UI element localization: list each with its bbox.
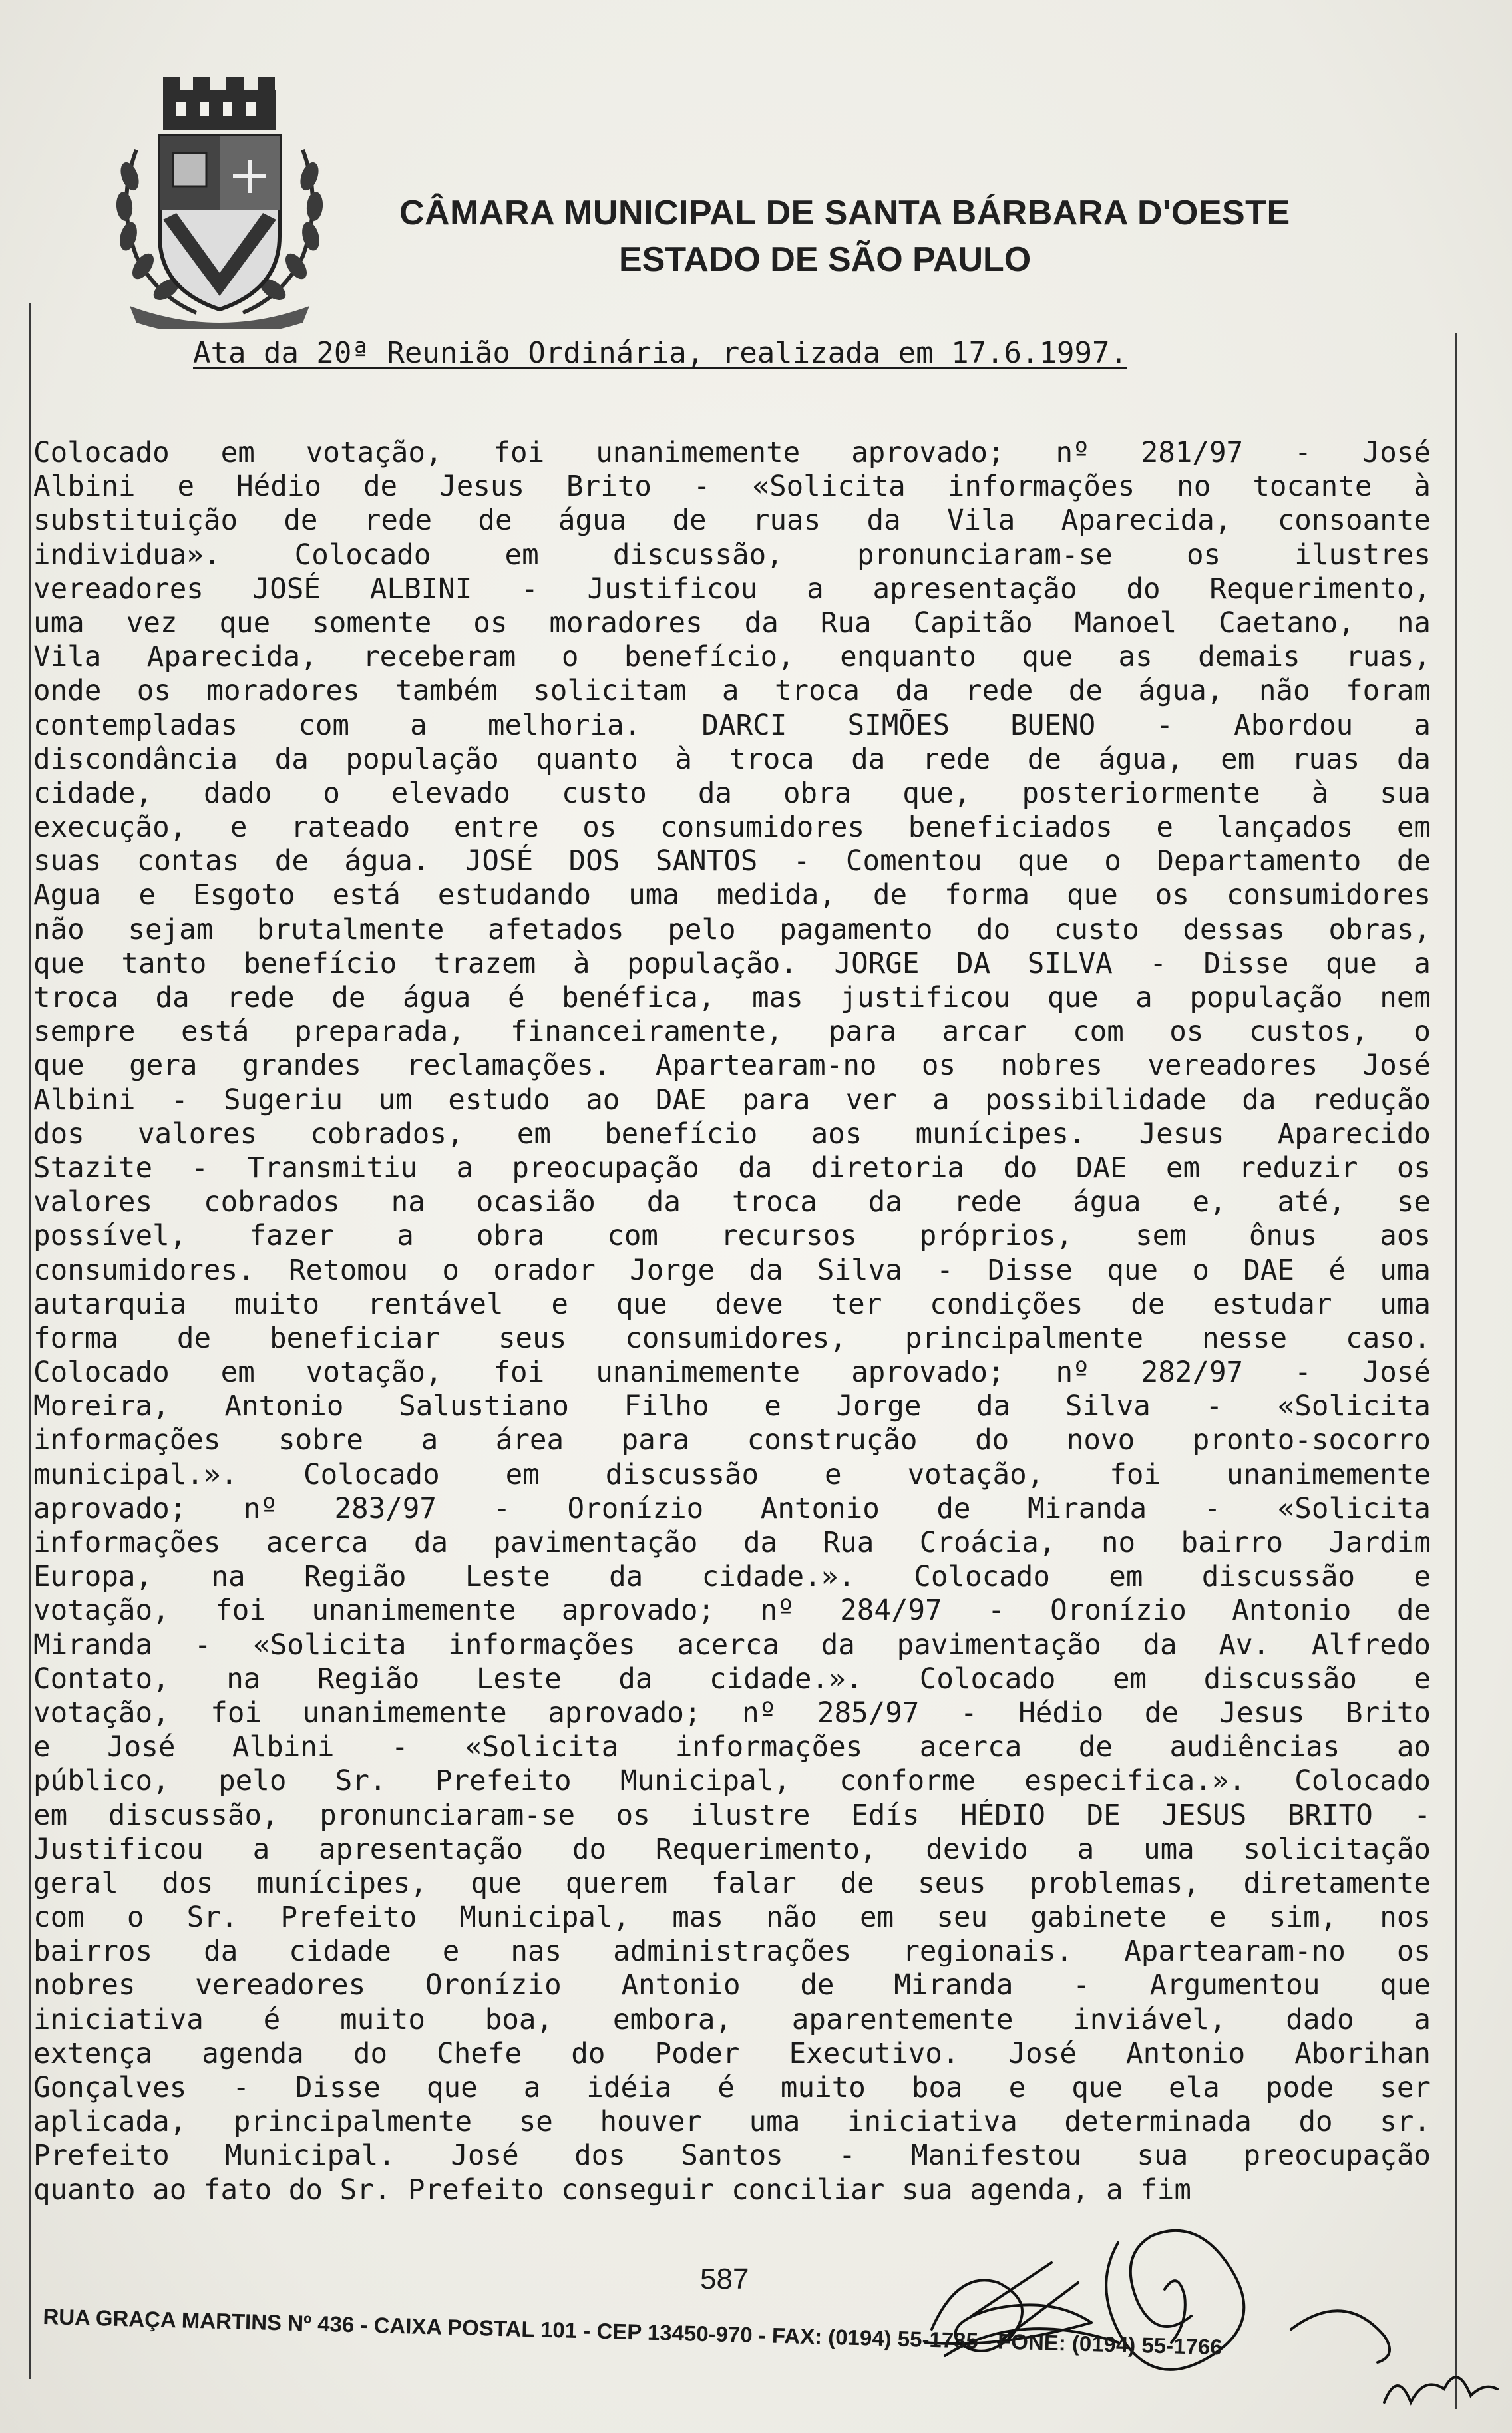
body-line: municipal.». Colocado em discussão e votação, foi unanimemente (33, 1458, 1431, 1491)
body-line: geral dos munícipes, que querem falar de seus problemas, diretamente (33, 1867, 1431, 1900)
body-line: Agua e Esgoto está estudando uma medida, de forma que os consumidores (33, 879, 1431, 912)
body-line: quanto ao fato do Sr. Prefeito conseguir conciliar sua agenda, a fim (33, 2173, 1191, 2207)
body-line: bairros da cidade e nas administrações regionais. Apartearam-no os (33, 1935, 1431, 1968)
body-line: nobres vereadores Oronízio Antonio de Miranda - Argumentou que (33, 1969, 1431, 2002)
body-line: extença agenda do Chefe do Poder Executivo. José Antonio Aborihan (33, 2037, 1431, 2070)
body-line: público, pelo Sr. Prefeito Municipal, conforme especifica.». Colocado (33, 1765, 1431, 1798)
body-line: dos valores cobrados, em benefício aos munícipes. Jesus Aparecido (33, 1117, 1431, 1151)
body-line: Contato, na Região Leste da cidade.». Colocado em discussão e (33, 1662, 1431, 1696)
body-line: cidade, dado o elevado custo da obra que, posteriormente à sua (33, 777, 1431, 810)
body-line: com o Sr. Prefeito Municipal, mas não em seu gabinete e sim, nos (33, 1901, 1431, 1935)
body-line: iniciativa é muito boa, embora, aparentemente inviável, dado a (33, 2003, 1431, 2036)
body-line: Justificou a apresentação do Requerimento, devido a uma solicitação (33, 1833, 1431, 1866)
handwritten-signatures-icon (918, 2189, 1504, 2429)
body-line: autarquia muito rentável e que deve ter condições de estudar uma (33, 1288, 1431, 1321)
body-line: troca da rede de água é benéfica, mas justificou que a população nem (33, 982, 1431, 1014)
body-line: informações sobre a área para construção do novo pronto-socorro (33, 1424, 1431, 1457)
right-margin-rule (1455, 333, 1457, 2409)
body-line: não sejam brutalmente afetados pelo pagamento do custo dessas obras, (33, 913, 1431, 946)
body-line: informações acerca da pavimentação da Rua Croácia, no bairro Jardim (33, 1527, 1431, 1559)
body-line: possível, fazer a obra com recursos próprios, sem ônus aos (33, 1220, 1431, 1253)
body-line: em discussão, pronunciaram-se os ilustre Edís HÉDIO DE JESUS BRITO - (33, 1799, 1431, 1832)
body-line: Prefeito Municipal. José dos Santos - Manifestou sua preocupação (33, 2140, 1431, 2173)
body-line: sempre está preparada, financeiramente, para arcar com os custos, o (33, 1016, 1431, 1049)
page-number: 587 (700, 2263, 749, 2295)
body-line: Gonçalves - Disse que a idéia é muito boa e que ela pode ser (33, 2072, 1431, 2104)
body-line: discondância da população quanto à troca da rede de água, em ruas da (33, 743, 1431, 776)
body-line: individua». Colocado em discussão, pronunciaram-se os ilustres (33, 538, 1431, 572)
body-line: uma vez que somente os moradores da Rua Capitão Manoel Caetano, na (33, 606, 1431, 640)
body-line: que gera grandes reclamações. Apartearam-no os nobres vereadores José (33, 1049, 1431, 1083)
body-line: Moreira, Antonio Salustiano Filho e Jorge da Silva - «Solicita (33, 1390, 1431, 1423)
body-line: Europa, na Região Leste da cidade.». Colocado em discussão e (33, 1561, 1431, 1594)
body-line: Colocado em votação, foi unanimemente aprovado; nº 282/97 - José (33, 1356, 1431, 1390)
body-line: que tanto benefício trazem à população. JORGE DA SILVA - Disse que a (33, 947, 1431, 980)
body-line: votação, foi unanimemente aprovado; nº 285/97 - Hédio de Jesus Brito (33, 1696, 1431, 1730)
state-name: ESTADO DE SÃO PAULO (619, 240, 1032, 279)
minutes-title: Ata da 20ª Reunião Ordinária, realizada em 17.6.1997. (193, 336, 1127, 370)
minutes-body (33, 436, 1431, 2207)
left-margin-rule (29, 303, 31, 2379)
body-line: contempladas com a melhoria. DARCI SIMÕES BUENO - Abordou a (33, 709, 1431, 742)
body-line: Stazite - Transmitiu a preocupação da diretoria do DAE em reduzir os (33, 1151, 1431, 1185)
body-line: Albini e Hédio de Jesus Brito - «Solicita informações no tocante à (33, 470, 1431, 504)
body-line: Vila Aparecida, receberam o benefício, enquanto que as demais ruas, (33, 641, 1431, 674)
body-line: aplicada, principalmente se houver uma iniciativa determinada do sr. (33, 2106, 1431, 2139)
body-line: Colocado em votação, foi unanimemente aprovado; nº 281/97 - José (33, 437, 1431, 469)
body-line: e José Albini - «Solicita informações acerca de audiências ao (33, 1731, 1431, 1764)
body-line: valores cobrados na ocasião da troca da rede água e, até, se (33, 1186, 1431, 1219)
body-line: onde os moradores também solicitam a troca da rede de água, não foram (33, 675, 1431, 708)
body-line: consumidores. Retomou o orador Jorge da Silva - Disse que o DAE é uma (33, 1254, 1431, 1287)
body-line: Albini - Sugeriu um estudo ao DAE para ver a possibilidade da redução (33, 1083, 1431, 1117)
body-line: execução, e rateado entre os consumidores beneficiados e lançados em (33, 811, 1431, 844)
body-line: vereadores JOSÉ ALBINI - Justificou a apresentação do Requerimento, (33, 572, 1431, 606)
body-line: forma de beneficiar seus consumidores, principalmente nesse caso. (33, 1322, 1431, 1355)
council-name: CÂMARA MUNICIPAL DE SANTA BÁRBARA D'OESTE (399, 194, 1290, 232)
body-line: Miranda - «Solicita informações acerca da pavimentação da Av. Alfredo (33, 1628, 1431, 1662)
body-line: votação, foi unanimemente aprovado; nº 284/97 - Oronízio Antonio de (33, 1594, 1431, 1628)
body-line: aprovado; nº 283/97 - Oronízio Antonio de Miranda - «Solicita (33, 1492, 1431, 1525)
body-line: suas contas de água. JOSÉ DOS SANTOS - Comentou que o Departamento de (33, 845, 1431, 878)
address-footer: RUA GRAÇA MARTINS Nº 436 - CAIXA POSTAL 101 - CEP 13450-970 - FAX: (0194) 55-1735 - FONE: (0194) 55-1766 (43, 2304, 1223, 2360)
municipal-coat-of-arms-icon (110, 77, 329, 329)
body-line: substituição de rede de água de ruas da Vila Aparecida, consoante (33, 504, 1431, 538)
